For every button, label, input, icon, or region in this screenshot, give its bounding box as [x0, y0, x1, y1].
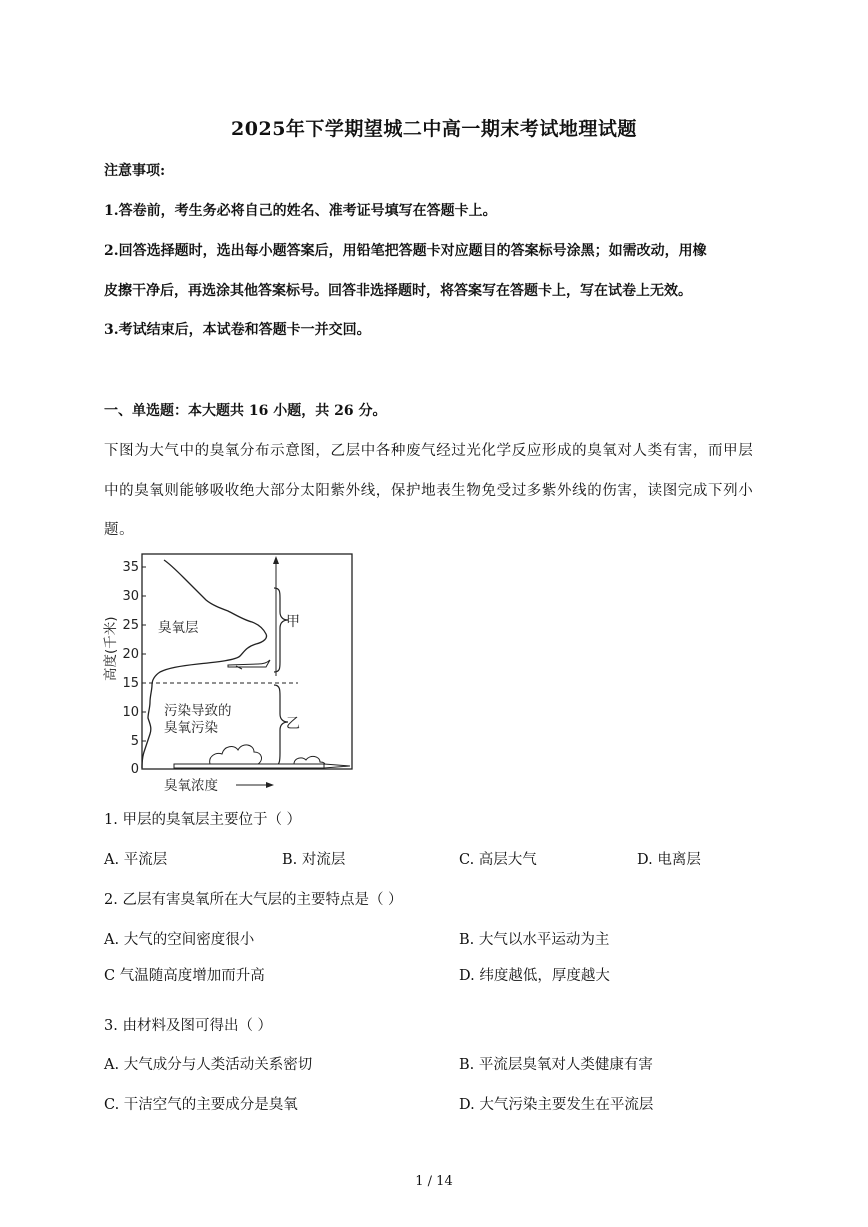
question-1-stem: 1. 甲层的臭氧层主要位于（ ）: [104, 812, 302, 828]
notice-item-2-line1: 2.回答选择题时，选出每小题答案后，用铅笔把答题卡对应题目的答案标号涂黑；如需改动，用橡: [104, 243, 707, 259]
page-title: 2025年下学期望城二中高一期末考试地理试题: [231, 118, 637, 140]
layer-jia-label: 甲: [286, 614, 300, 630]
question-2-option-b: B. 大气以水平运动为主: [459, 932, 610, 948]
y-tick-25: 25: [122, 618, 139, 633]
question-1-option-d: D. 电离层: [637, 852, 701, 868]
x-axis-label: 臭氧浓度: [164, 778, 218, 794]
question-2-option-a: A. 大气的空间密度很小: [104, 932, 255, 948]
intro-line-3: 题。: [104, 522, 135, 538]
question-2-option-d: D. 纬度越低，厚度越大: [459, 968, 610, 984]
y-tick-30: 30: [122, 589, 139, 604]
y-axis-label: 高度(千米): [103, 616, 119, 681]
y-tick-20: 20: [122, 647, 139, 662]
y-tick-15: 15: [122, 676, 139, 691]
pollution-label-line1: 污染导致的: [164, 703, 232, 719]
question-2-stem: 2. 乙层有害臭氧所在大气层的主要特点是（ ）: [104, 892, 403, 908]
y-tick-10: 10: [122, 705, 139, 720]
intro-line-2: 中的臭氧则能够吸收绝大部分太阳紫外线，保护地表生物免受过多紫外线的伤害，读图完成下列小: [104, 483, 754, 499]
notice-heading: 注意事项:: [104, 163, 166, 179]
notice-item-2-line2: 皮擦干净后，再选涂其他答案标号。回答非选择题时，将答案写在答题卡上，写在试卷上无效。: [104, 283, 692, 299]
layer-yi-label: 乙: [286, 716, 300, 732]
question-1-option-b: B. 对流层: [282, 852, 346, 868]
section-heading: 一、单选题：本大题共 16 小题，共 26 分。: [104, 403, 387, 419]
question-3-option-d: D. 大气污染主要发生在平流层: [459, 1097, 654, 1113]
notice-item-1: 1.答卷前，考生务必将自己的姓名、准考证号填写在答题卡上。: [104, 203, 497, 219]
ozone-layer-label: 臭氧层: [158, 620, 199, 636]
plot-frame: [142, 554, 352, 769]
notice-item-3: 3.考试结束后，本试卷和答题卡一并交回。: [104, 322, 371, 338]
question-3-option-b: B. 平流层臭氧对人类健康有害: [459, 1057, 653, 1073]
question-2-option-c: C 气温随高度增加而升高: [104, 968, 265, 984]
cloud-icon: [210, 745, 325, 765]
ground-surface: [174, 764, 350, 768]
question-1-option-a: A. 平流层: [104, 852, 168, 868]
question-3-stem: 3. 由材料及图可得出（ ）: [104, 1018, 273, 1034]
y-tick-0: 0: [130, 762, 139, 777]
intro-line-1: 下图为大气中的臭氧分布示意图，乙层中各种废气经过光化学反应形成的臭氧对人类有害，而甲层: [104, 443, 754, 459]
page-number: 1 / 14: [415, 1174, 453, 1189]
question-1-option-c: C. 高层大气: [459, 852, 537, 868]
y-tick-35: 35: [122, 560, 139, 575]
ozone-distribution-figure: [98, 548, 360, 800]
question-3-option-a: A. 大气成分与人类活动关系密切: [104, 1057, 313, 1073]
y-tick-5: 5: [130, 734, 139, 749]
question-3-option-c: C. 干洁空气的主要成分是臭氧: [104, 1097, 298, 1113]
airplane-icon: [228, 660, 270, 669]
pollution-label-line2: 臭氧污染: [164, 720, 218, 736]
